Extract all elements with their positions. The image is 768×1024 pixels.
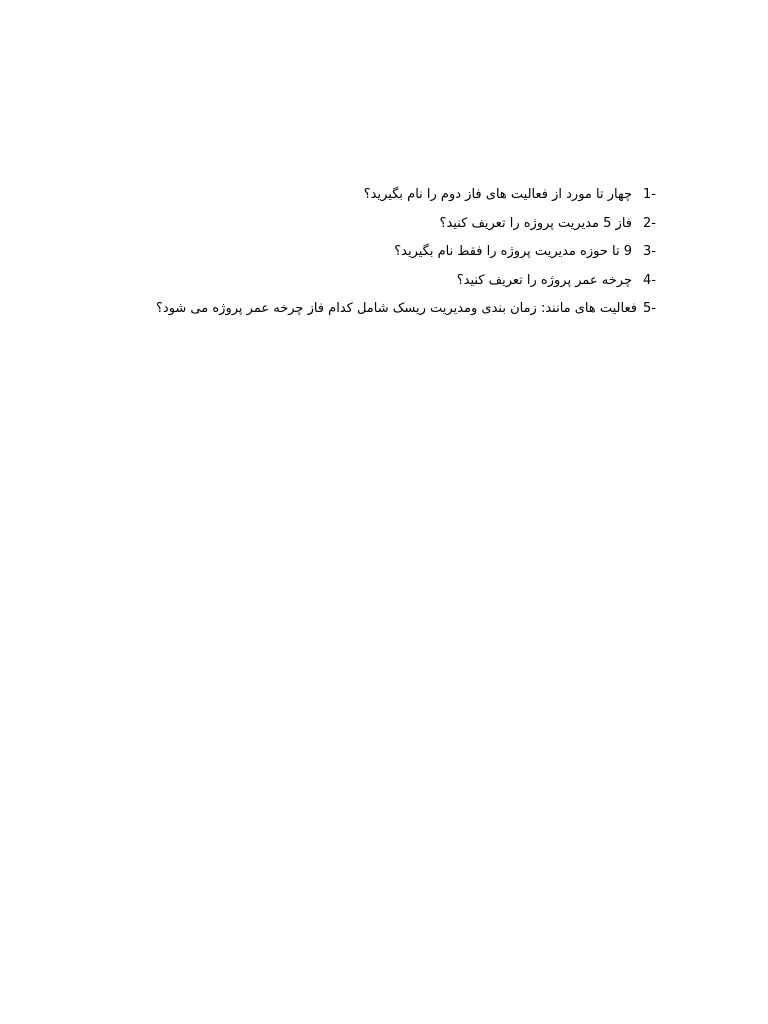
question-text: فاز 5 مدیریت پروژه را تعریف کنید؟ — [439, 215, 632, 231]
question-number: 3- — [643, 244, 656, 259]
question-text: چرخه عمر پروژه را تعریف کنید؟ — [456, 272, 632, 288]
question-item-5 — [156, 295, 656, 324]
question-item-3 — [156, 238, 656, 267]
question-item-1 — [156, 181, 656, 210]
question-number: 4- — [643, 272, 656, 288]
question-text: 9 تا حوزه مدیریت پروژه را فقط نام بگیرید؟ — [394, 244, 632, 259]
question-text: فعالیت های مانند: زمان بندی ومدیریت ریسک شامل کدام فاز چرخه عمر پروژه می شود؟ — [156, 301, 637, 316]
question-number: 5- — [643, 301, 656, 316]
question-number: 2- — [643, 215, 656, 231]
question-text: چهار تا مورد از فعالیت های فاز دوم را نام بگیرید؟ — [363, 187, 632, 202]
question-item-4 — [156, 267, 656, 296]
question-list — [156, 181, 656, 324]
question-number: 1- — [643, 187, 656, 202]
question-item-2 — [156, 210, 656, 239]
